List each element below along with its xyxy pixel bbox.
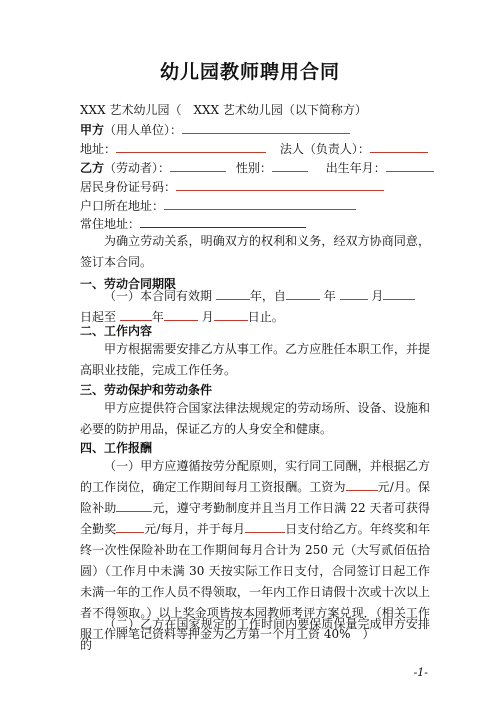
s1-month2-text: 月 <box>201 310 214 324</box>
id-blank[interactable] <box>176 178 384 191</box>
s4-p1-e: 日支付给乙方。年终奖和年终一次性保险补助在工作期间每月合计为 250 元（大写贰佰伍拾圆）（工作月中未满 30 天按实际工作日支付，合同签订日起工作未满一年的工作人员不得领取，一年内工作日请假十次或十次以上者不得领取。）以上奖金项皆按本园教师考评方案兑现．（相关工作服工作牌笔记资料等押金为乙方第一个月工资 40% ） <box>80 522 430 641</box>
section-4-heading: 四、工作报酬 <box>80 441 153 455</box>
intro-paragraph: 为确立劳动关系，明确双方的权利和义务，经双方协商同意，签订本合同。 <box>80 234 430 269</box>
legal-rep-blank[interactable] <box>370 140 428 153</box>
subtitle-line: XXX 艺术幼儿园（ XXX 艺术幼儿园（以下简称方） <box>80 103 367 117</box>
section-2-heading: 二、工作内容 <box>80 324 153 338</box>
hukou-label: 户口所在地址： <box>80 199 165 213</box>
birth-blank[interactable] <box>386 159 434 172</box>
party-b-label: 乙方 <box>80 161 105 175</box>
page-title: 幼儿园教师聘用合同 <box>159 61 340 83</box>
id-line <box>80 178 430 196</box>
salary-blank[interactable] <box>346 478 378 491</box>
s1-year-text: 年，自 <box>249 289 286 303</box>
insurance-blank[interactable] <box>116 499 152 512</box>
party-a-line <box>80 121 430 139</box>
legal-rep-label: 法人（负责人）： <box>279 142 370 156</box>
s1-end-month-blank[interactable] <box>164 308 198 321</box>
section-3-heading: 三、劳动保护和劳动条件 <box>80 383 213 397</box>
party-b-sublabel: （劳动者）： <box>104 161 171 175</box>
address-line <box>80 140 430 158</box>
s1-day-end-text: 日止。 <box>247 310 284 324</box>
s1-start-year-blank[interactable] <box>286 287 320 300</box>
section-1-heading: 一、劳动合同期限 <box>80 277 177 291</box>
s1-end-day-blank[interactable] <box>214 308 248 321</box>
s4-p1-d: 元/每月，并于每月 <box>144 522 246 536</box>
address-label: 地址： <box>80 142 117 156</box>
s1-text-a: （一）本合同有效期 <box>104 289 213 303</box>
birth-label: 出生年月： <box>325 161 386 175</box>
gender-blank[interactable] <box>272 159 308 172</box>
hukou-line <box>80 197 430 215</box>
residence-label: 常住地址： <box>80 217 141 231</box>
party-b-line <box>80 159 430 177</box>
attendance-bonus-blank[interactable] <box>116 520 144 533</box>
hukou-blank[interactable] <box>164 197 356 210</box>
s1-end-year-blank[interactable] <box>120 308 152 321</box>
s4-p1-c: 元，遵守考勤制度并且当月工作日满 22 天者可获得全勤奖 <box>80 501 430 536</box>
s1-text-b: 日起至 <box>80 310 117 324</box>
s4-p1-b: 元/月。保险补助 <box>80 480 430 515</box>
party-a-blank[interactable] <box>182 121 350 134</box>
pay-day-blank[interactable] <box>245 520 285 533</box>
s1-years-blank[interactable] <box>216 287 250 300</box>
section-3-paragraph: 甲方应提供符合国家法律法规规定的劳动场所、设备、设施和必要的防护用品，保证乙方的人身安全和健康。 <box>80 401 430 436</box>
page-number: -1- <box>413 666 428 679</box>
party-a-sublabel: （用人单位）： <box>104 123 183 137</box>
s1-month-text: 月 <box>371 289 384 303</box>
residence-blank[interactable] <box>140 215 306 228</box>
s4-p1-a: （一）甲方应遵循按劳分配原则，实行同工同酬，并根据乙方的工作岗位，确定工作期间每月工资报酬。工资为 <box>80 459 430 494</box>
id-label: 居民身份证号码： <box>80 180 177 194</box>
address-blank[interactable] <box>116 140 266 153</box>
s1-start-month-blank[interactable] <box>340 287 368 300</box>
s1-year3-text: 年 <box>151 310 164 324</box>
party-b-blank[interactable] <box>170 159 226 172</box>
section-4-paragraph-2: （二）乙方在国家规定的工作时间内要保质保量完成甲方安排的 <box>80 617 430 652</box>
gender-label: 性别： <box>235 161 272 175</box>
party-a-label: 甲方 <box>80 123 105 137</box>
s1-start-day-blank[interactable] <box>383 287 415 300</box>
s1-year2-text: 年 <box>323 289 336 303</box>
section-2-paragraph: 甲方根据需要安排乙方从事工作。乙方应胜任本职工作，并提高职业技能，完成工作任务。 <box>80 342 430 377</box>
